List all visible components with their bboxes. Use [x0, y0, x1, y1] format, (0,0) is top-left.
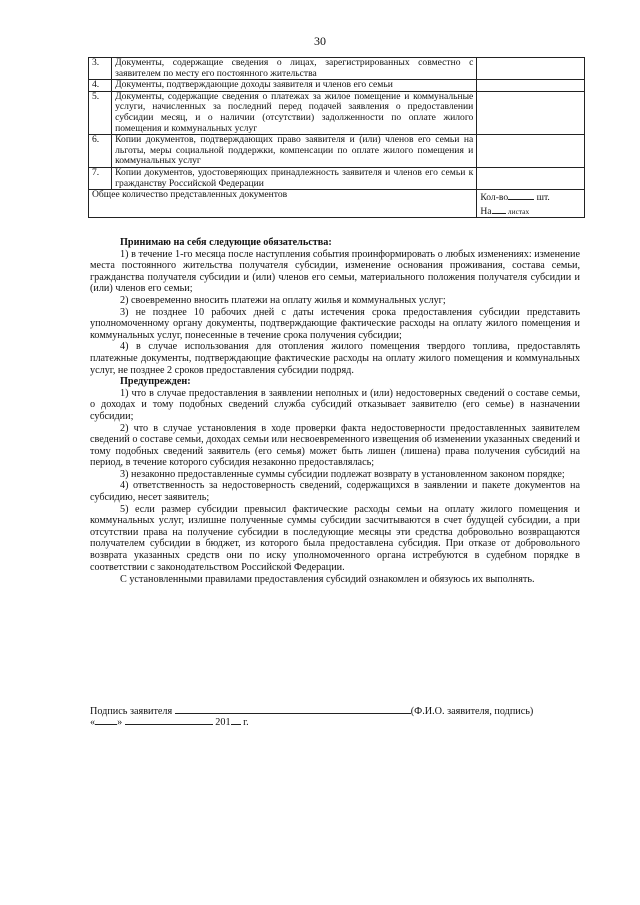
table-row: [89, 167, 585, 189]
row-description: Документы, содержащие сведения о лицах, зарегистрированных совместно с заявителем по месту его постоянного жительства: [112, 58, 477, 80]
table-row: [89, 80, 585, 92]
warning-item: 3) незаконно предоставленные суммы субсидии подлежат возврату в установленном законом порядке;: [120, 468, 565, 480]
warning-item: 4) ответственность за недостоверность сведений, содержащихся в заявлении и пакете документов на субсидию, несет заявитель;: [90, 480, 580, 504]
warning-item: 1) что в случае предоставления в заявлении неполных и (или) недостоверных сведений о составе семьи, о доходах и тому подобных сведений служба субсидий отказывает заявителю (его семье) в назначении субсидии;: [90, 387, 580, 422]
row-entry-cell: [477, 58, 585, 80]
quantity-label: Кол-во: [480, 192, 509, 204]
page-number: 30: [314, 34, 326, 48]
year-blank[interactable]: [231, 715, 241, 725]
quantity-unit: шт.: [536, 192, 550, 204]
row-number: 5.: [89, 91, 112, 134]
row-number: 7.: [89, 167, 112, 189]
sheets-blank[interactable]: [492, 204, 506, 214]
quantity-line: [480, 190, 581, 204]
row-description: Документы, содержащие сведения о платежах за жилое помещение и коммунальные услуги, начисленных за последний перед подачей заявления о предоставлении субсидии месяц, и о наличии (отсутствии) задолженности по оплате жилого помещения и коммунальных услуг: [112, 91, 477, 134]
table-row: [89, 58, 585, 80]
total-label: Общее количество представленных документов: [89, 190, 477, 218]
row-entry-cell: [477, 91, 585, 134]
warnings-heading: Предупрежден:: [120, 376, 191, 388]
signature-hint: (Ф.И.О. заявителя, подпись): [410, 706, 534, 717]
row-number: 3.: [89, 58, 112, 80]
obligation-item: 1) в течение 1-го месяца после наступления события проинформировать о любых изменениях: изменение места постоянного жительства получателя субсидии, изменение основания проживания, состава семьи, гражданства получателя субсидии и (или) членов его семьи, материального положения получателя субсидии и (или) членов его семьи;: [90, 248, 580, 295]
row-entry-cell: [477, 167, 585, 189]
obligation-item: 3) не позднее 10 рабочих дней с даты истечения срока предоставления субсидии представить уполномоченному органу документы, подтверждающие фактические расходы на оплату жилого помещения и коммунальных услуг, понесенные в течение срока получения субсидии;: [90, 306, 580, 341]
row-entry-cell: [477, 135, 585, 168]
row-number: 6.: [89, 135, 112, 168]
warning-item: 5) если размер субсидии превысил фактические расходы семьи на оплату жилого помещения и коммунальных услуг, излишне полученные суммы субсидии засчитываются в счет будущей субсидии, а при отсутствии права на получение субсидии в последующие месяцы эти средства добровольно возвращаются получателем субсидии в бюджет, из которого была предоставлена субсидия. При отказе от добровольного возврата указанных средств они по иску уполномоченного органа истребуются в судебном порядке в соответствии с законодательством Российской Федерации.: [90, 503, 580, 573]
row-description: Документы, подтверждающие доходы заявителя и членов его семьи: [112, 80, 477, 92]
total-count-cell: [477, 190, 585, 218]
date-line: [90, 715, 590, 728]
date-close-quote: »: [117, 717, 123, 728]
obligations-heading: Принимаю на себя следующие обязательства:: [120, 237, 332, 248]
obligation-item: 4) в случае использования для отопления жилого помещения твердого топлива, предоставлять платежные документы, подтверждающие фактические расходы на оплату жилого помещения и коммунальных услуг, не позднее 2 сроков предоставления субсидии подряд.: [90, 341, 580, 376]
sheets-line: [480, 204, 581, 218]
month-blank[interactable]: [125, 715, 213, 725]
day-blank[interactable]: [95, 715, 117, 725]
year-prefix: 201: [215, 717, 231, 728]
date-open-quote: «: [90, 717, 96, 728]
signature-blank[interactable]: [175, 704, 411, 714]
sheets-label: На: [480, 205, 492, 217]
row-description: Копии документов, подтверждающих право заявителя и (или) членов его семьи на льготы, меры социальной поддержки, компенсации по оплате жилого помещения и коммунальных услуг: [112, 135, 477, 168]
row-description: Копии документов, удостоверяющих принадлежность заявителя и членов его семьи к гражданству Российской Федерации: [112, 167, 477, 189]
table-row: [89, 135, 585, 168]
table-total-row: [89, 190, 585, 218]
sheets-unit: листах: [507, 206, 530, 216]
warning-item: 2) что в случае установления в ходе проверки факта недостоверности предоставленных заявителем сведений о составе семьи, доходах семьи или несвоевременного извещения об изменении указанных сведений и тому подобных сведений заявитель (его семья) может быть лишен (лишена) права получения субсидий на период, в течение которого субсидия незаконно предоставлялась;: [90, 422, 580, 469]
signature-label: Подпись заявителя: [90, 706, 173, 717]
row-number: 4.: [89, 80, 112, 92]
row-entry-cell: [477, 80, 585, 92]
application-text: [90, 237, 580, 586]
obligation-item: 2) своевременно вносить платежи на оплату жилья и коммунальных услуг;: [120, 294, 446, 306]
year-suffix: г.: [243, 717, 249, 728]
closing-statement: С установленными правилами предоставления субсидий ознакомлен и обязуюсь их выполнять.: [120, 574, 535, 586]
quantity-blank[interactable]: [508, 190, 534, 200]
documents-table: [88, 57, 585, 218]
table-row: [89, 91, 585, 134]
